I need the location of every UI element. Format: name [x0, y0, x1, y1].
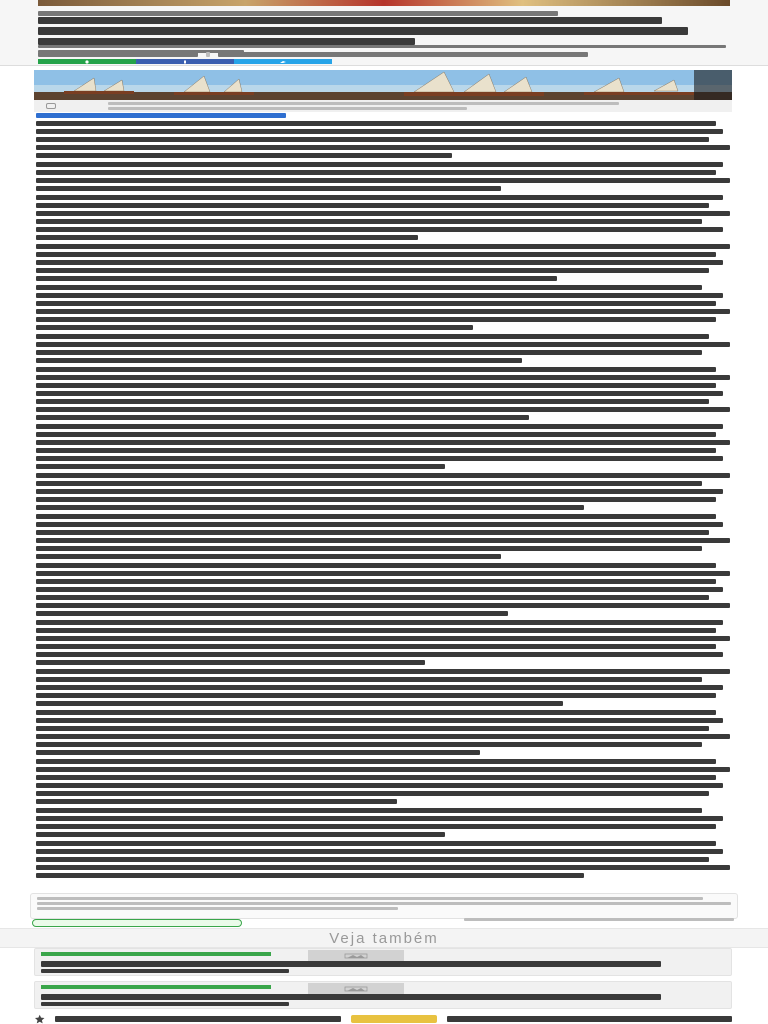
article-paragraph [36, 808, 730, 837]
paragraph-line [36, 440, 730, 445]
paragraph-line [36, 603, 730, 608]
facebook-icon [181, 60, 189, 64]
paragraph-line [36, 595, 709, 600]
hero-image[interactable] [34, 70, 732, 100]
breadcrumb-line[interactable] [38, 11, 558, 16]
star-icon[interactable] [34, 1014, 45, 1024]
paragraph-line [36, 399, 709, 404]
share-twitter-button[interactable] [234, 59, 332, 64]
share-bar [38, 59, 332, 64]
paragraph-line [36, 407, 730, 412]
paragraph-line [36, 391, 723, 396]
article-paragraph [36, 334, 730, 363]
paragraph-line [36, 137, 709, 142]
paragraph-line [36, 415, 529, 420]
headline-line [38, 17, 662, 24]
paragraph-line [36, 538, 730, 543]
paragraph-line [36, 514, 716, 519]
paragraph-line [36, 816, 723, 821]
comment-submit-button[interactable] [32, 919, 242, 927]
paragraph-line [36, 211, 730, 216]
subtitle-line [38, 45, 726, 48]
paragraph-line [36, 669, 730, 674]
paragraph-line [36, 113, 286, 118]
related-article-card[interactable] [34, 948, 732, 976]
article-paragraph [36, 162, 730, 191]
paragraph-line [36, 750, 480, 755]
paragraph-line [36, 628, 716, 633]
share-whatsapp-button[interactable] [38, 59, 136, 64]
card-title-line[interactable] [41, 1002, 289, 1006]
card-category-tag[interactable] [41, 985, 271, 989]
paragraph-line [36, 873, 584, 878]
paragraph-line [36, 677, 702, 682]
paragraph-line [36, 129, 723, 134]
bottom-row [34, 1013, 732, 1024]
paragraph-line [36, 685, 723, 690]
card-title[interactable] [41, 994, 661, 1006]
paragraph-line [36, 865, 730, 870]
image-icon [344, 986, 368, 992]
paragraph-line [36, 783, 723, 788]
article-paragraph [36, 759, 730, 804]
bottom-left-text[interactable] [55, 1016, 340, 1022]
paragraph-line [36, 268, 709, 273]
paragraph-line [36, 644, 716, 649]
paragraph-line [36, 162, 723, 167]
twitter-icon [279, 60, 287, 64]
paragraph-line [36, 178, 730, 183]
paragraph-line [36, 554, 501, 559]
article-paragraph [36, 195, 730, 240]
paragraph-line [36, 660, 425, 665]
meta-separator [206, 52, 210, 57]
article-paragraph [36, 424, 730, 469]
article-paragraph [36, 669, 730, 706]
card-thumbnail[interactable] [308, 950, 404, 961]
paragraph-line [36, 145, 730, 150]
related-article-card[interactable] [34, 981, 732, 1009]
paragraph-line [36, 718, 723, 723]
article-paragraph [36, 514, 730, 559]
article-paragraph [36, 710, 730, 755]
paragraph-line [36, 832, 445, 837]
paragraph-line [36, 448, 716, 453]
paragraph-line [36, 325, 473, 330]
paragraph-line [36, 244, 730, 249]
paragraph-line [36, 824, 716, 829]
paragraph-line [36, 841, 716, 846]
card-title-line[interactable] [41, 961, 661, 967]
article-paragraph [36, 367, 730, 420]
article-paragraph [36, 563, 730, 616]
paragraph-line [36, 652, 723, 657]
paragraph-line [36, 203, 709, 208]
headline-line [38, 27, 688, 34]
paragraph-line [36, 693, 716, 698]
paragraph-line [36, 170, 716, 175]
comment-line [37, 907, 398, 910]
paragraph-line [36, 734, 730, 739]
article-meta [38, 52, 726, 57]
top-banner[interactable] [38, 0, 730, 6]
article-paragraph [36, 841, 730, 878]
see-also-section [0, 928, 768, 948]
paragraph-line [36, 791, 709, 796]
paragraph-line [36, 563, 716, 568]
paragraph-line [36, 775, 716, 780]
paragraph-line [36, 530, 709, 535]
sailing-ships-illustration [34, 70, 732, 100]
camera-icon [46, 103, 56, 109]
paragraph-line [36, 546, 702, 551]
card-title-line[interactable] [41, 969, 289, 973]
paragraph-line [36, 121, 716, 126]
comment-line [37, 897, 703, 900]
paragraph-line [36, 464, 445, 469]
paragraph-line [36, 726, 709, 731]
paragraph-line [36, 849, 723, 854]
paragraph-line [36, 571, 730, 576]
paragraph-line [36, 808, 702, 813]
author-date [38, 52, 198, 57]
paragraph-line [36, 473, 730, 478]
paragraph-line [36, 186, 501, 191]
card-category-tag[interactable] [41, 952, 271, 956]
updated-date [218, 52, 588, 57]
paragraph-line [36, 505, 584, 510]
paragraph-line [36, 432, 716, 437]
paragraph-line [36, 219, 702, 224]
paragraph-line [36, 227, 723, 232]
paragraph-line [36, 235, 418, 240]
article-paragraph [36, 113, 730, 158]
paragraph-line [36, 260, 723, 265]
paragraph-line [36, 759, 716, 764]
comment-line [37, 902, 731, 905]
image-icon [344, 953, 368, 959]
paragraph-line [36, 367, 716, 372]
paragraph-line [36, 611, 508, 616]
bottom-right-text[interactable] [447, 1016, 732, 1022]
paragraph-line [36, 358, 522, 363]
paragraph-line [36, 620, 723, 625]
paragraph-line [36, 153, 452, 158]
article-paragraph [36, 473, 730, 510]
headline-line [38, 38, 415, 45]
paragraph-line [36, 799, 397, 804]
paragraph-line [36, 587, 723, 592]
article-paragraph [36, 620, 730, 665]
share-facebook-button[interactable] [136, 59, 234, 64]
paragraph-line [36, 857, 709, 862]
paragraph-line [36, 742, 702, 747]
paragraph-line [36, 522, 723, 527]
page-title [38, 17, 688, 45]
card-thumbnail[interactable] [308, 983, 404, 994]
article-paragraph [36, 285, 730, 330]
paragraph-line [36, 636, 730, 641]
paragraph-line [36, 293, 723, 298]
paragraph-line [36, 497, 716, 502]
paragraph-line [36, 767, 730, 772]
paragraph-line [36, 334, 709, 339]
bottom-badge[interactable] [351, 1015, 437, 1023]
paragraph-line [36, 342, 730, 347]
paragraph-line [36, 350, 702, 355]
whatsapp-icon [83, 60, 91, 64]
caption-line [108, 107, 467, 110]
paragraph-line [36, 309, 730, 314]
paragraph-line [36, 383, 716, 388]
hero-caption [34, 100, 732, 112]
article-body [36, 113, 730, 888]
paragraph-line [36, 195, 723, 200]
paragraph-line [36, 285, 702, 290]
paragraph-line [36, 579, 716, 584]
paragraph-line [36, 456, 723, 461]
char-counter [464, 918, 734, 921]
comment-input[interactable] [30, 893, 738, 919]
paragraph-line [36, 710, 716, 715]
paragraph-line [36, 252, 716, 257]
paragraph-line [36, 375, 730, 380]
paragraph-line [36, 481, 702, 486]
card-title-line[interactable] [41, 994, 661, 1000]
paragraph-line [36, 701, 563, 706]
card-title[interactable] [41, 961, 661, 973]
paragraph-line [36, 301, 716, 306]
paragraph-line [36, 317, 716, 322]
paragraph-line [36, 276, 557, 281]
article-paragraph [36, 244, 730, 281]
caption-line [108, 102, 619, 105]
breadcrumb[interactable] [38, 11, 558, 16]
see-also-title: Veja também [329, 929, 439, 947]
paragraph-line [36, 424, 723, 429]
paragraph-line [36, 489, 723, 494]
